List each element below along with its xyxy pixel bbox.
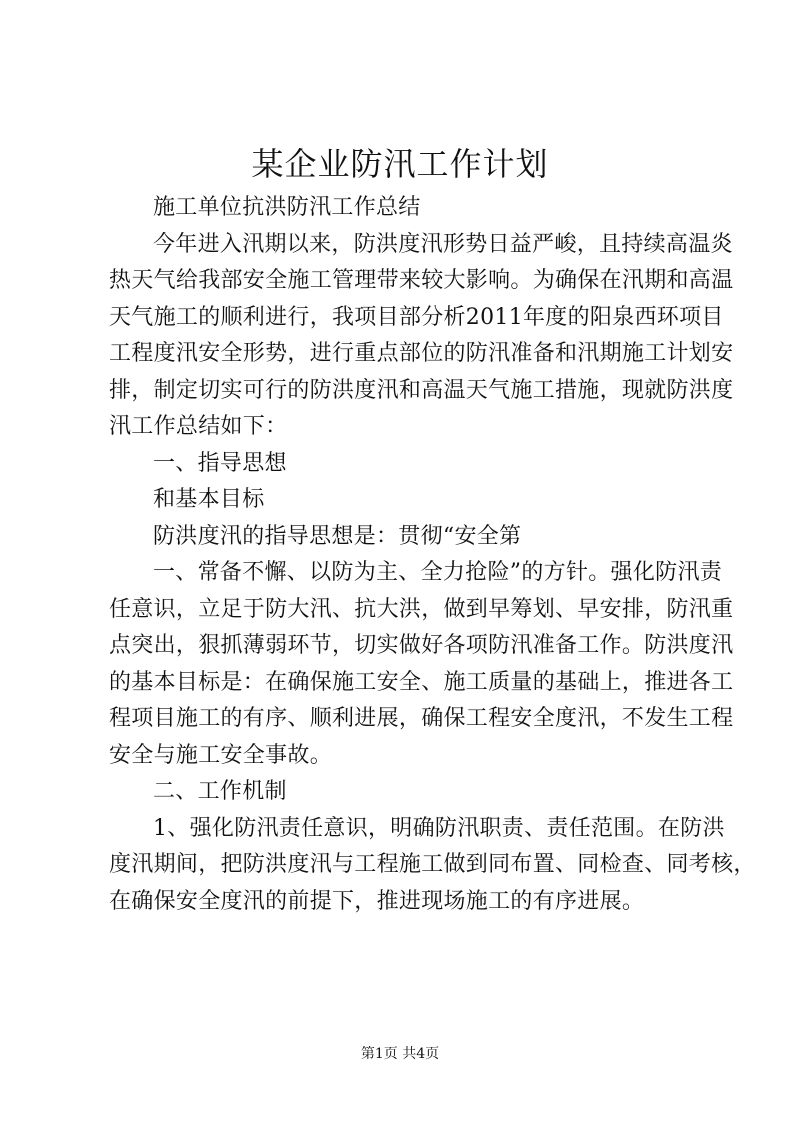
paragraph-line: 排，制定切实可行的防洪度汛和高温天气施工措施，现就防洪度 — [109, 377, 734, 403]
paragraph-line: 天气施工的顺利进行，我项目部分析2011年度的阳泉西环项目 — [109, 304, 724, 330]
paragraph-line: 工程度汛安全形势，进行重点部位的防汛准备和汛期施工计划安 — [109, 341, 734, 366]
paragraph-line: 在确保安全度汛的前提下，推进现场施工的有序进展。 — [109, 888, 645, 914]
paragraph-line: 安全与施工安全事故。 — [109, 742, 333, 768]
paragraph-line: 热天气给我部安全施工管理带来较大影响。为确保在汛期和高温 — [109, 268, 734, 293]
page-footer: 第1页 共4页 — [360, 1046, 440, 1062]
paragraph-line: 1、强化防汛责任意识，明确防汛职责、责任范围。在防洪 — [153, 815, 725, 841]
paragraph-line: 一、指导思想 — [153, 450, 287, 476]
paragraph-line: 施工单位抗洪防汛工作总结 — [153, 195, 421, 220]
paragraph-line: 程项目施工的有序、顺利进展，确保工程安全度汛，不发生工程 — [109, 706, 734, 731]
paragraph-line: 任意识，立足于防大汛、抗大洪，做到早筹划、早安排，防汛重 — [109, 596, 734, 622]
document-body — [109, 190, 756, 920]
paragraph-line: 二、工作机制 — [153, 779, 287, 804]
paragraph-line: 点突出，狠抓薄弱环节，切实做好各项防汛准备工作。防洪度汛 — [109, 633, 734, 658]
paragraph-line: 一、常备不懈、以防为主、全力抢险”的方针。强化防汛责 — [153, 560, 723, 585]
paragraph-line: 防洪度汛的指导思想是：贯彻“安全第 — [153, 523, 522, 549]
paragraph-line: 今年进入汛期以来，防洪度汛形势日益严峻，且持续高温炎 — [153, 231, 733, 257]
paragraph-line: 度汛期间，把防洪度汛与工程施工做到同布置、同检查、同考核， — [109, 852, 756, 877]
paragraph-line: 汛工作总结如下： — [109, 414, 288, 439]
document-title: 某企业防汛工作计划 — [251, 145, 549, 183]
paragraph-line: 和基本目标 — [153, 487, 265, 512]
paragraph-line: 的基本目标是：在确保施工安全、施工质量的基础上，推进各工 — [109, 669, 734, 695]
